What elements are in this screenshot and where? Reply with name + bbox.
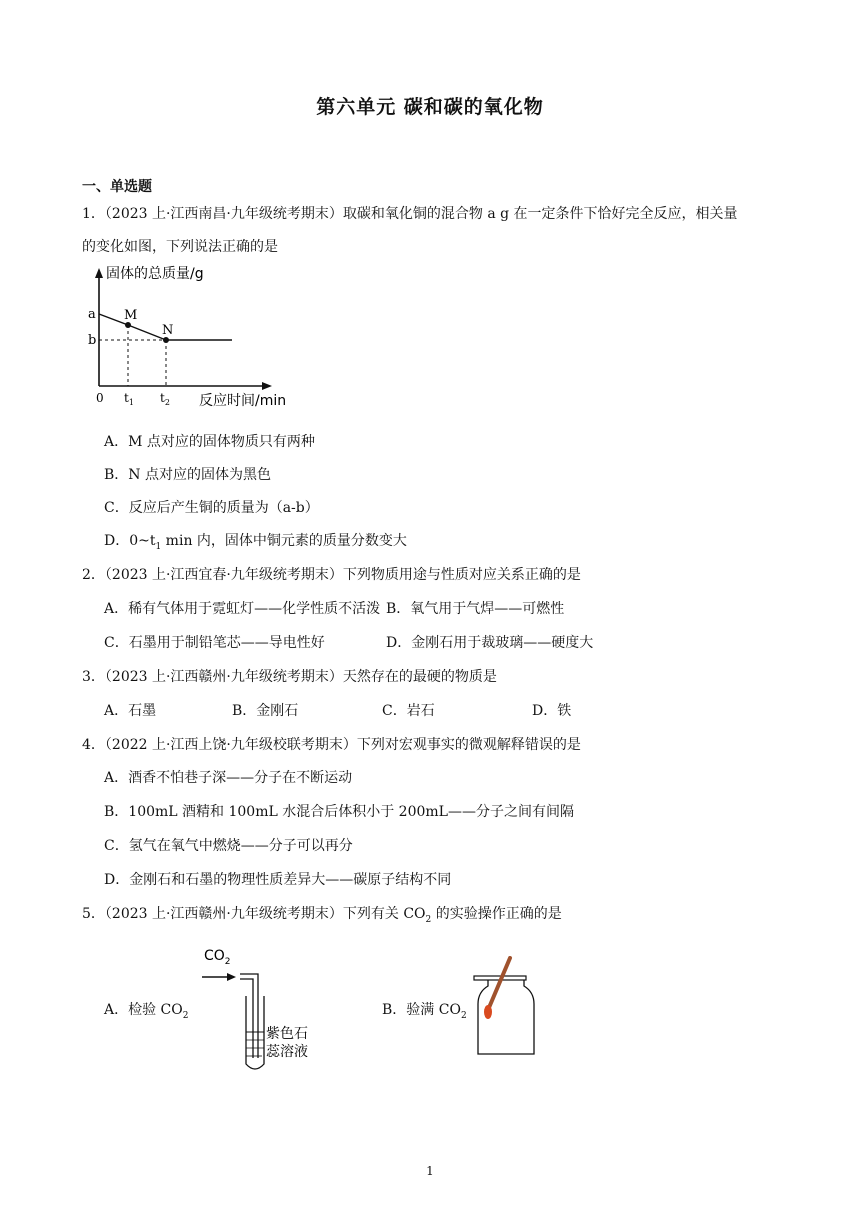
question-2-option-c[interactable]: C．石墨用于制铅笔芯——导电性好 [104,635,325,651]
page-title: 第六单元 碳和碳的氧化物 [316,96,544,118]
indicator-label-line1: 紫色石 [266,1026,308,1042]
delivery-tube-outer [240,974,258,1058]
question-1-option-c[interactable]: C．反应后产生铜的质量为（a-b） [104,500,319,516]
question-1-option-a[interactable]: A．M 点对应的固体物质只有两种 [104,434,315,450]
question-2-option-a[interactable]: A．稀有气体用于霓虹灯——化学性质不活泼 [104,601,381,617]
question-5-figure-a [196,940,326,1074]
question-3-option-c[interactable]: C．岩石 [382,703,435,719]
section-heading: 一、单选题 [82,179,152,195]
point-m-label: M [124,308,138,323]
question-2-option-b[interactable]: B．氧气用于气焊——可燃性 [386,601,565,617]
origin-label: 0 [96,391,104,405]
question-4-stem: 4．（2022 上·江西上饶·九年级校联考期末）下列对宏观事实的微观解释错误的是 [82,737,581,753]
question-2-option-d[interactable]: D．金刚石用于裁玻璃——硬度大 [386,635,594,651]
indicator-label-line2: 蕊溶液 [266,1044,308,1060]
question-4-option-a[interactable]: A．酒香不怕巷子深——分子在不断运动 [104,770,353,786]
question-5-figure-b [470,956,550,1058]
question-5-stem: 5．（2023 上·江西赣州·九年级统考期末）下列有关 $CO_2$ 的实验操作正确的是 [82,906,562,925]
question-2-stem: 2．（2023 上·江西宜春·九年级统考期末）下列物质用途与性质对应关系正确的是 [82,567,581,583]
page-number: 1 [426,1164,434,1178]
question-4-option-d[interactable]: D．金刚石和石墨的物理性质差异大——碳原子结构不同 [104,872,452,888]
x-axis-label: 反应时间/min [199,393,287,409]
question-5-option-b[interactable]: B．验满 $CO_2$ [382,1002,467,1021]
flame-icon [484,1005,492,1019]
wooden-splint [488,958,510,1010]
point-n-label: N [162,323,174,338]
question-1-option-d[interactable]: D．$0\sim t_1$ min 内，固体中铜元素的质量分数变大 [104,533,407,552]
question-3-stem: 3．（2023 上·江西赣州·九年级统考期末）天然存在的最硬的物质是 [82,669,497,685]
question-1-stem-line1: 1．（2023 上·江西南昌·九年级统考期末）取碳和氧化铜的混合物 a g 在一定条件下恰好完全反应，相关量 [82,206,738,222]
y-tick-b: b [88,333,97,348]
question-5-option-a[interactable]: A．检验 $CO_2$ [104,1002,189,1021]
question-1-option-b[interactable]: B．N 点对应的固体为黑色 [104,467,271,483]
question-3-option-b[interactable]: B．金刚石 [232,703,299,719]
x-tick-t2: $t_2$ [160,391,170,407]
question-1-figure [82,264,312,414]
co2-gas-label: $CO_2$ [204,948,231,967]
question-1-stem-line2: 的变化如图，下列说法正确的是 [82,239,278,255]
y-axis-arrow-icon [95,268,103,278]
line-segment-m-n [128,325,166,340]
x-axis-arrow-icon [262,382,272,390]
y-tick-a: a [88,307,96,322]
question-3-option-d[interactable]: D．铁 [532,703,572,719]
y-axis-label: 固体的总质量/g [106,266,204,282]
x-tick-t1: $t_1$ [124,391,134,407]
arrow-icon [227,973,236,981]
question-4-option-c[interactable]: C．氢气在氧气中燃烧——分子可以再分 [104,838,353,854]
question-4-option-b[interactable]: B．100mL 酒精和 100mL 水混合后体积小于 200mL——分子之间有间隔 [104,804,574,820]
question-3-option-a[interactable]: A．石墨 [104,703,157,719]
